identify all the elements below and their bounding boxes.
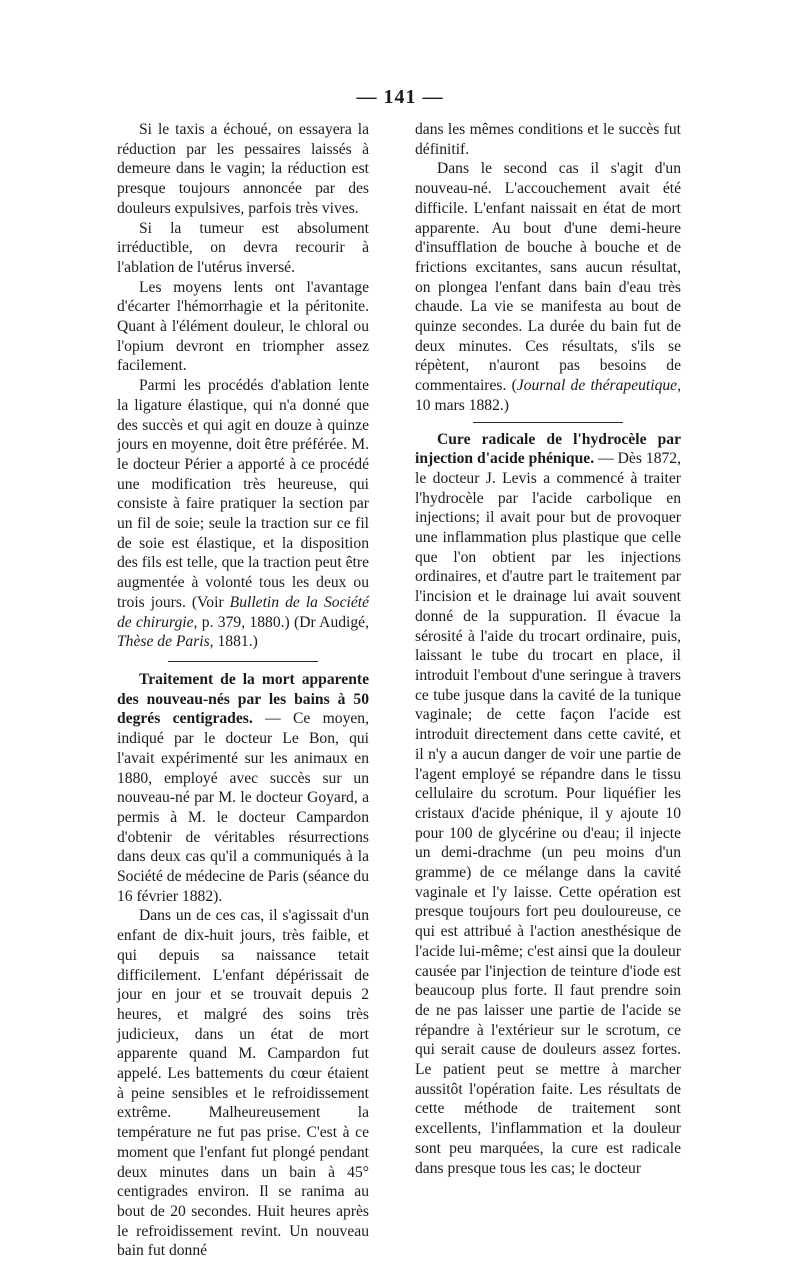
ablation-text: Parmi les procédés d'ablation lente la ligature élastique, qui n'a donné que des succès et qui agit en douze à quinze jours en moyenne, doit être préférée. M. le docteur Périer a apporté à ce procédé une modification très heureuse, qui consiste à faire pratiquer la section par un fil de soie; seule la traction sur ce fil de soie est élastique, et la disposition des fils est telle, que la traction peut être augmentée à volonté tous les deux ou trois jours. (Voir: [117, 377, 369, 611]
section-title-hydrocele: Cure radicale de l'hydrocèle par injection d'acide phénique.: [415, 430, 681, 468]
paragraph-moyens-lents: Les moyens lents ont l'avantage d'écarter l'hémorrhagie et la péritonite. Quant à l'élément douleur, le chloral ou l'opium devront en triompher assez facilement.: [117, 278, 369, 375]
right-column: [415, 120, 681, 1178]
ablation-citation: p. 379, 1880.) (Dr Audigé,: [201, 613, 369, 631]
section-divider: [473, 422, 623, 423]
left-column: [117, 120, 369, 1261]
page-number: — 141 —: [356, 86, 444, 108]
journal-date: 10 mars 1882.): [415, 396, 509, 414]
paragraph-second-cas: [415, 159, 681, 415]
ablation-year: 1881.): [217, 633, 258, 651]
paragraph-tumeur: Si la tumeur est absolument irréductible, on devra recourir à l'ablation de l'utérus inversé.: [117, 219, 369, 276]
section-title-mort-apparente: Traitement de la mort apparente des nouveau-nés par les bains à 50 degrés centigrades.: [117, 670, 369, 728]
bulletin-reference: Bulletin de la Société de chirurgie,: [117, 593, 369, 631]
paragraph-mort-apparente: [117, 670, 369, 906]
paragraph-ablation-lente: [117, 376, 369, 652]
paragraph-continuation: dans les mêmes conditions et le succès fut définitif.: [415, 121, 681, 158]
these-reference: Thèse de Paris,: [117, 633, 214, 651]
paragraph-taxis: Si le taxis a échoué, on essayera la réduction par les pessaires laissés à demeure dans le vagin; la réduction est presque toujours annoncée par des douleurs expulsives, parfois très vives.: [117, 121, 369, 217]
second-cas-text: Dans le second cas il s'agit d'un nouveau-né. L'accouchement avait été difficile. L'enfant naissait en état de mort apparente. Au bout d'une demi-heure d'insufflation de bouche à bouche et de frictions excitantes, sans aucun résultat, on plongea l'enfant dans bain d'eau très chaude. La vie se manifesta au bout de quinze secondes. La durée du bain fut de deux minutes. Ces résultats, s'ils se répètent, n'auront pas besoins de commentaires. (: [415, 160, 681, 395]
journal-reference: Journal de thérapeutique,: [516, 377, 681, 395]
paragraph-hydrocele: [415, 430, 681, 1179]
hydrocele-text: — Dès 1872, le docteur J. Levis a commencé à traiter l'hydrocèle par l'acide carbolique en injections; il avait pour but de provoquer une inflammation plus plastique que celle que l'on obtient par les injections ordinaires, et d'autre part le traitement par l'incision et le drainage lui avait souvent donné de la suppuration. Il évacue la sérosité à l'aide du trocart ordinaire, puis, laissant le tube du trocart en place, il introduit l'embout d'une seringue à travers ce tube jusque dans la cavité de la tunique vaginale; de cette façon l'acide est introduit directement dans cette cavité, et il n'y a aucun danger de voir une partie de l'agent employé se répandre dans le tissu cellulaire du scrotum. Pour liquéfier les cristaux d'acide phénique, il y ajoute 10 pour 100 de glycérine ou d'eau; il injecte un demi-drachme (un peu moins d'un gramme) de ce mélange dans la cavité vaginale et l'y laisse. Cette opération est presque toujours fort peu douloureuse, ce qui est attribué à l'action anesthésique de l'acide lui-même; c'est ainsi que la douleur causée par l'injection de teinture d'iode est beaucoup plus forte. Il faut prendre soin de ne pas laisser une partie de l'acide se répandre à l'extérieur sur le scrotum, ce qui serait cause de douleurs assez fortes. Le patient peut se mettre à marcher aussitôt l'opération faite. Les résultats de cette méthode de traitement sont excellents, l'inflammation et la douleur sont peu marquées, la cure est radicale dans presque tous les cas; le docteur: [415, 450, 681, 1177]
section-divider: [168, 661, 318, 662]
paragraph-premier-cas: Dans un de ces cas, il s'agissait d'un enfant de dix-huit jours, très faible, et qui depuis sa naissance tetait difficilement. L'enfant dépérissait de jour en jour et se trouvait depuis 2 heures, et malgré des soins très judicieux, dans un état de mort apparente quand M. Campardon fut appelé. Les battements du cœur étaient à peine sensibles et le refroidissement extrême. Malheureusement la température ne fut pas prise. C'est à ce moment que l'enfant fut plongé pendant deux minutes dans un bain à 45° centigrades environ. Il se ranima au bout de 20 secondes. Huit heures après le refroidissement revint. Un nouveau bain fut donné: [117, 907, 369, 1260]
mort-apparente-text: — Ce moyen, indiqué par le docteur Le Bon, qui l'avait expérimenté sur les animaux en 1880, employé avec succès sur un nouveau-né par M. le docteur Goyard, a permis à M. le docteur Campardon d'obtenir de véritables résurrections dans deux cas qu'il a communiqués à la Société de médecine de Paris (séance du 16 février 1882).: [117, 710, 369, 905]
